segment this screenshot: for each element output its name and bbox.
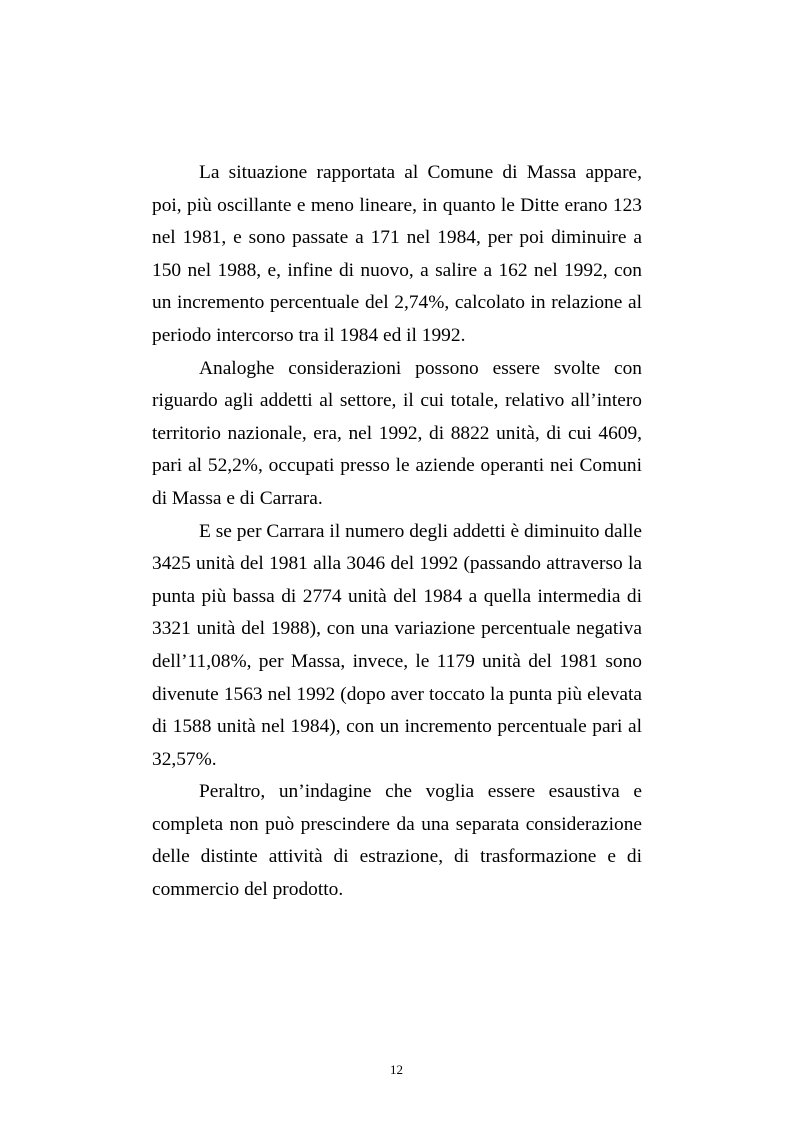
paragraph-carrara-massa-addetti: E se per Carrara il numero degli addetti è diminuito dalle 3425 unità del 1981 alla 3046 del 1992 (passando attraverso la punta più bassa di 2774 unità del 1984 a quella intermedia di 3321 unità del 1988), con una variazione percentuale negativa dell’11,08%, per Massa, invece, le 1179 unità del 1981 sono divenute 1563 nel 1992 (dopo aver toccato la punta più elevata di 1588 unità nel 1984), con un incremento percentuale pari al 32,57%. <box>152 520 642 770</box>
paragraph-addetti-totale: Analoghe considerazioni possono essere svolte con riguardo agli addetti al settore, il cui totale, relativo all’intero territorio nazionale, era, nel 1992, di 8822 unità, di cui 4609, pari al 52,2%, occupati presso le aziende operanti nei Comuni di Massa e di Carrara. <box>152 357 642 509</box>
page-number: 12 <box>390 1062 403 1077</box>
paragraph-indagine: Peraltro, un’indagine che voglia essere esaustiva e completa non può prescindere da una separata considerazione delle distinte attività di estrazione, di trasformazione e di commercio del prodotto. <box>152 781 642 901</box>
body-text <box>152 157 642 907</box>
paragraph-massa-ditte: La situazione rapportata al Comune di Massa appare, poi, più oscillante e meno lineare, in quanto le Ditte erano 123 nel 1981, e sono passate a 171 nel 1984, per poi diminuire a 150 nel 1988, e, infine di nuovo, a salire a 162 nel 1992, con un incremento percentuale del 2,74%, calcolato in relazione al periodo intercorso tra il 1984 ed il 1992. <box>152 162 642 346</box>
